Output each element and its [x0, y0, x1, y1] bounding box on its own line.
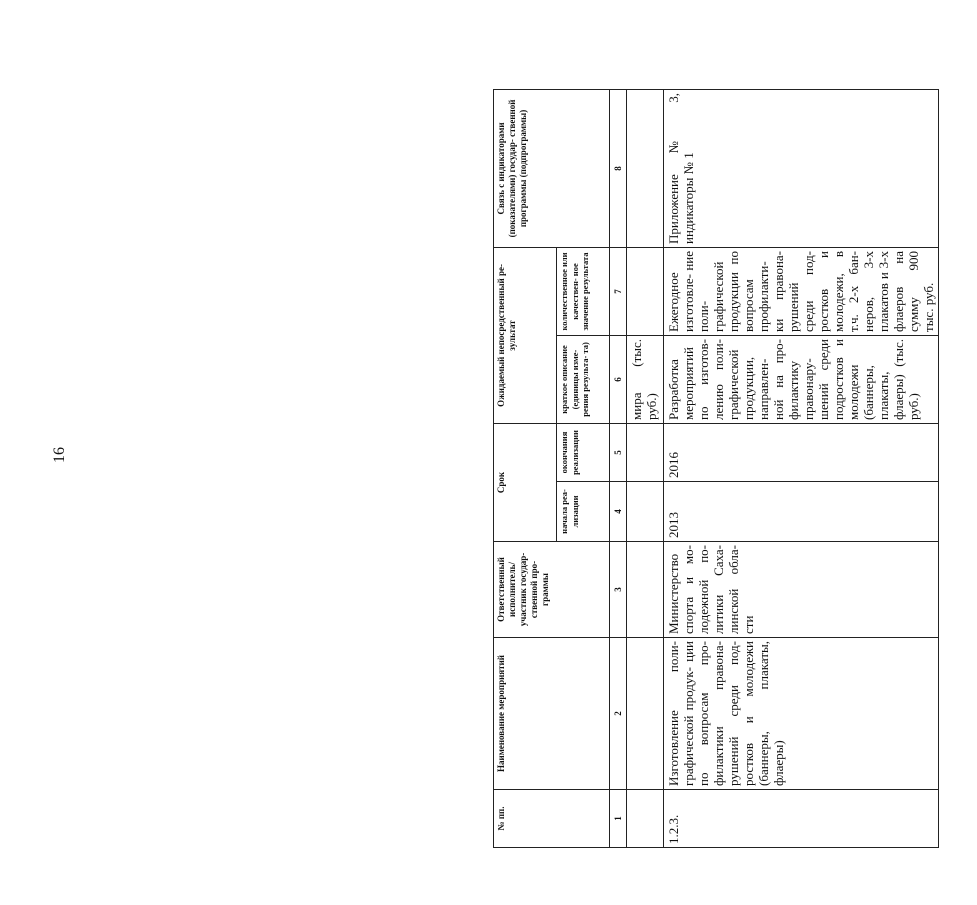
quantitative-value: Ежегодное изготовле- ние поли- графической продукции по вопросам профилакти- ки правона- рушений среди под- ростков и молодежи, в т.ч. 2-х бан- неров, 3-х плакатов и 3-х флаеров на сумму 900 тыс. руб. — [664, 247, 939, 335]
header-term: Срок — [494, 423, 557, 541]
header-row-top — [494, 89, 557, 847]
column-number: 8 — [610, 89, 627, 247]
header-expected-result: Ожидаемый непосредственный ре- зультат — [494, 247, 557, 423]
responsible-executor: Министерство спорта и мо- лодежной по- литики Саха- линской обла- сти — [664, 542, 939, 638]
activities-table — [493, 89, 939, 848]
indicator-link: Приложение № 3, индикаторы № 1 — [664, 89, 939, 247]
column-number: 7 — [610, 247, 627, 335]
start-year: 2013 — [664, 482, 939, 542]
header-number: № пп. — [494, 790, 610, 848]
column-number: 4 — [610, 482, 627, 542]
column-number: 6 — [610, 335, 627, 423]
header-indicator-link: Связь с индикаторами (показателями) государ- ственной программы (подпрограммы) — [494, 89, 610, 247]
page-number: 16 — [51, 447, 68, 463]
column-number: 1 — [610, 790, 627, 848]
header-quantitative-value: количественное или качествен- ное значение результата — [557, 247, 610, 335]
continuation-row — [627, 89, 664, 847]
column-number: 3 — [610, 542, 627, 638]
brief-description: Разработка мероприятий по изготов- лению поли- графической продукции, направлен- ной на про- филактику правонару- шений среди подростков и молодежи (баннеры, плакаты, флаеры) (тыс. руб.) — [664, 335, 939, 423]
table-row — [664, 89, 939, 847]
header-start: начала реа- лизации — [557, 482, 610, 542]
header-activity-name: Наименование мероприятий — [494, 638, 610, 790]
header-responsible: Ответственный исполнитель/ участник государ- ственной про- граммы — [494, 542, 610, 638]
end-year: 2016 — [664, 423, 939, 481]
column-number-row — [610, 89, 627, 847]
continuation-text: мира (тыс. руб.) — [627, 335, 664, 423]
rotated-table-sheet — [493, 90, 977, 848]
column-number: 5 — [610, 423, 627, 481]
header-brief-description: краткое описание (единицы изме- рения результа- та) — [557, 335, 610, 423]
row-number: 1.2.3. — [664, 790, 939, 848]
activity-name: Изготовление поли- графической продук- ции по вопросам про- филактики правона- рушений среди под- ростков и молодежи (баннеры, плакаты, флаеры) — [664, 638, 939, 790]
column-number: 2 — [610, 638, 627, 790]
header-end: окончания реализации — [557, 423, 610, 481]
